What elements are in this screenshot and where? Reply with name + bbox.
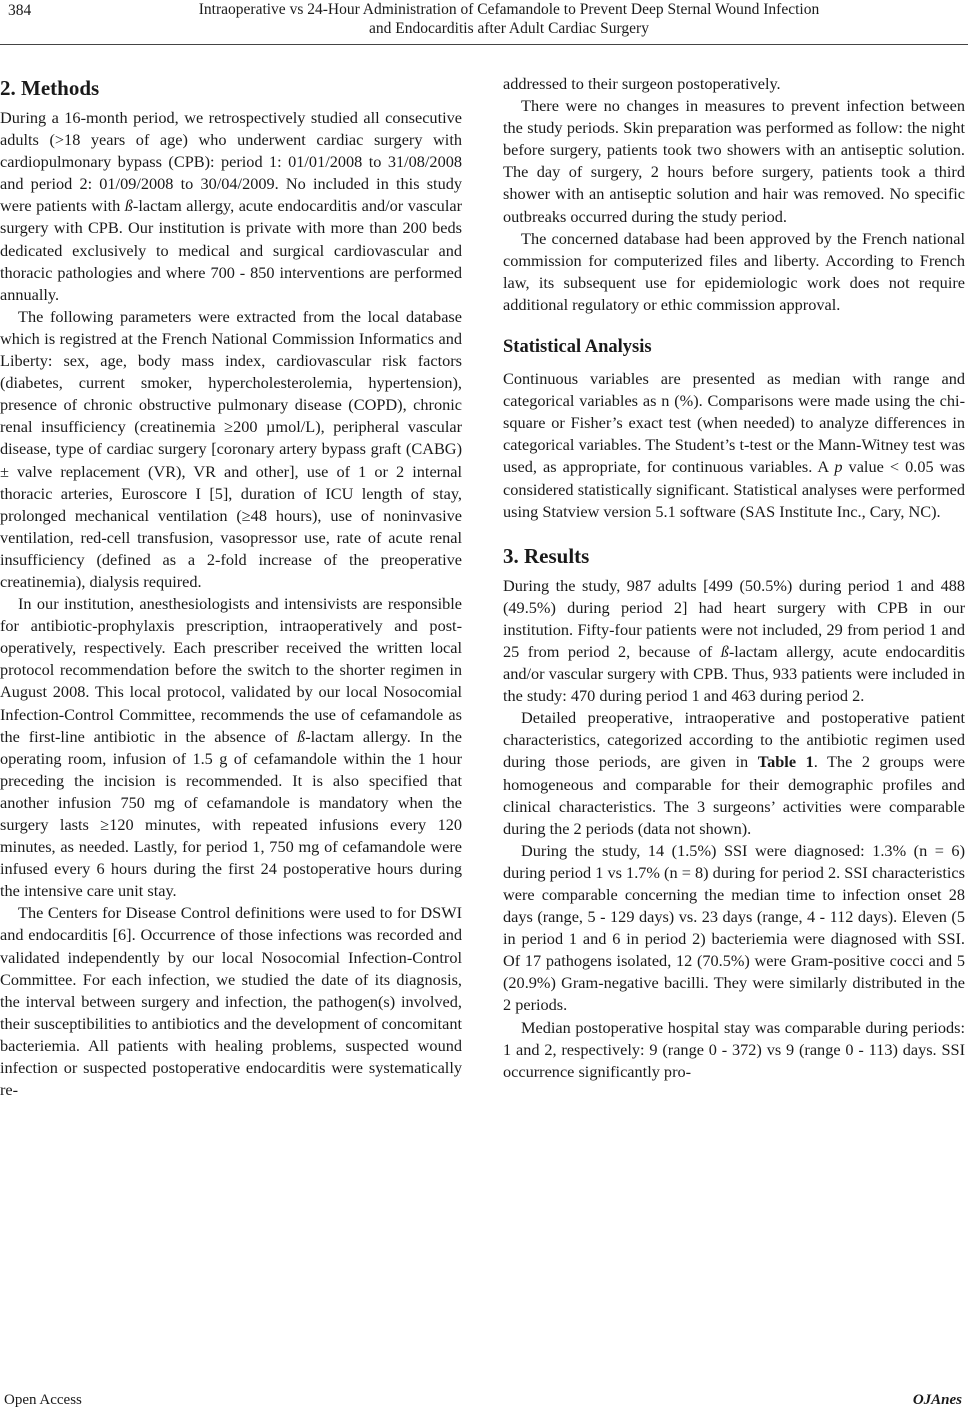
text-span: -lactam allergy, acute endocarditis and/or vascular surgery with CPB. Thus, 933 patients were included in the study: 470 during period 1 and 463 during period 2. [503, 641, 965, 706]
methods-paragraph-6: The concerned database had been approved by the French national commission for computerized files and liberty. According to French law, its subsequent use for epidemiologic work does not require additional regulatory or ethic commission approval. [503, 228, 965, 314]
methods-heading: 2. Methods [0, 76, 100, 100]
beta-symbol: ß [297, 726, 306, 746]
methods-paragraph-continued: addressed to their surgeon postoperatively. [503, 74, 781, 93]
results-paragraph-1 [503, 575, 965, 708]
text-span: In our institution, anesthesiologists and intensivists are responsible for antibiotic-prophylaxis prescription, intraoperatively and post-operatively, respectively. Each prescriber received the written local protocol recommendation before the switch to the shorter regimen in August 2008. This local protocol, validated by our local Nosocomial Infection-Control Committee, recommends the use of cefamandole as the first-line antibiotic in the absence of [0, 594, 462, 746]
left-column [0, 73, 462, 1101]
running-title-line1: Intraoperative vs 24-Hour Administration of Cefamandole to Prevent Deep Sternal Wound Infection [198, 1, 820, 18]
page-footer [0, 1392, 968, 1414]
methods-paragraph-3 [0, 593, 462, 902]
methods-paragraph-5: There were no changes in measures to prevent infection between the study periods. Skin preparation was performed as follow: the night before surgery, patients took two showers with an antiseptic solution. The day of surgery, 2 hours before surgery, patients took a third shower with an antiseptic solution and hair was removed. No specific outbreaks occurred during the study period. [503, 96, 965, 226]
results-paragraph-2 [503, 707, 965, 840]
beta-symbol: ß [720, 641, 729, 661]
results-paragraph-3: During the study, 14 (1.5%) SSI were diagnosed: 1.3% (n = 6) during period 1 vs 1.7% (n = 8) during for period 2. SSI characteristics were comparable concerning the median time to infection onset 28 days (range, 5 - 129 days) vs. 23 days (range, 4 - 112 days). Eleven (5 in period 1 and 6 in period 2) bacteriemia were diagnosed with SSI. Of 17 pathogens isolated, 12 (70.5%) were Gram-positive cocci and 5 (20.9%) Gram-negative bacilli. They were similarly distributed in the 2 periods. [503, 840, 965, 1015]
results-heading: 3. Results [503, 543, 590, 568]
beta-symbol: ß [124, 196, 133, 216]
running-title [60, 0, 958, 38]
text-span: -lactam allergy, acute endocarditis and/or vascular surgery with CPB. Our institution is private with more than 200 beds dedicated exclusively to medical and surgical cardiovascular and thoracic pathologies and where 700 - 850 interventions are performed annually. [0, 196, 462, 304]
results-paragraph-4: Median postoperative hospital stay was comparable during periods: 1 and 2, respectively: 9 (range 0 - 372) vs 9 (range 0 - 113) days. SSI occurrence significantly pro- [503, 1017, 965, 1081]
methods-paragraph-1 [0, 107, 462, 306]
p-symbol: p [834, 457, 843, 477]
text-span: value < 0.05 was considered statistically significant. Statistical analyses were performed using Statview version 5.1 software (SAS Institute Inc., Cary, NC). [503, 457, 965, 521]
statistics-paragraph [503, 368, 965, 523]
table-reference: Table 1 [757, 752, 814, 772]
text-span: During the study, 987 adults [499 (50.5%) during period 1 and 488 (49.5%) during period 2] had heart surgery with CPB in our institution. Fifty-four patients were not included, 29 from period 1 and 25 from period 2, because of [503, 575, 965, 661]
statistical-analysis-heading: Statistical Analysis [503, 337, 652, 358]
page-number: 384 [8, 2, 32, 19]
running-header [0, 0, 968, 46]
footer-journal: OJAnes [912, 1392, 962, 1408]
running-title-line2: and Endocarditis after Adult Cardiac Surgery [369, 20, 649, 37]
text-span: Detailed preoperative, intraoperative and postoperative patient characteristics, categorized according to the antibiotic regimen used during those periods, are given in [503, 708, 965, 772]
text-span: Continuous variables are presented as median with range and categorical variables as n (%). Comparisons were made using the chi-square or Fisher’s exact test (when needed) to analyze differences in categorical variables. The Student’s t-test or the Mann-Witney test was used, as appropriate, for continuous variables. A [503, 369, 965, 477]
right-column [503, 73, 965, 1083]
footer-open-access: Open Access [4, 1392, 82, 1408]
text-span: During a 16-month period, we retrospectively studied all consecutive adults (>18 years of age) who underwent cardiac surgery with cardiopulmonary bypass (CPB): period 1: 01/01/2008 to 31/08/2008 and period 2: 01/09/2008 to 30/04/2009. No included in this study were patients with [0, 108, 462, 216]
methods-paragraph-2: The following parameters were extracted from the local database which is registred at the French National Commission Informatics and Liberty: sex, age, body mass index, cardiovascular risk factors (diabetes, current smoker, hypercholesterolemia, hypertension), presence of chronic obstructive pulmonary disease (COPD), chronic renal insufficiency (creatinemia ≥200 µmol/L), peripheral vascular disease, type of cardiac surgery [coronary artery bypass graft (CABG) ± valve replacement (VR), VR and other], use of 1 or 2 internal thoracic arteries, Euroscore I [5], duration of ICU length of stay, prolonged mechanical ventilation (≥48 hours), use of noninvasive ventilation, red-cell transfusion, vasopressor use, rate of acute renal insufficiency (defined as a 2-fold increase of the preoperative creatinemia), dialysis required. [0, 306, 462, 591]
methods-paragraph-4: The Centers for Disease Control definitions were used to for DSWI and endocarditis [6]. Occurrence of those infections was recorded and validated independently by our local Nosocomial Infection-Control Committee. For each infection, we studied the date of its diagnosis, the interval between surgery and infection, the pathogen(s) involved, their susceptibilities to antibiotics and the development of concomitant bacteriemia. All patients with healing problems, suspected wound infection or suspected postoperative endocarditis were systematically re- [0, 903, 462, 1100]
text-span: . The 2 groups were homogeneous and comparable for their demographic profiles and clinical characteristics. The 3 surgeons’ activities were comparable during the 2 periods (data not shown). [503, 752, 965, 838]
header-divider [0, 44, 968, 45]
text-span: -lactam allergy. In the operating room, infusion of 1.5 g of cefamandole within the 1 hour preceding the incision is recommended. It is also specified that another infusion 750 mg of cefamandole is mandatory when the surgery lasts ≥120 minutes, with repeated infusions every 120 minutes, as needed. Lastly, for period 1, 750 mg of cefamandole were infused every 6 hours during the first 24 postoperative hours during the intensive care unit stay. [0, 726, 462, 901]
